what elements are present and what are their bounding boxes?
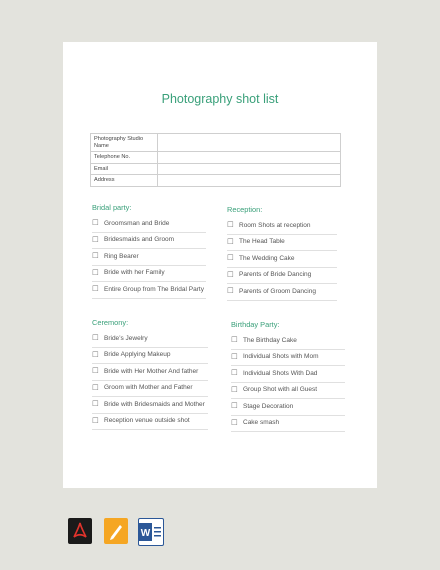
info-value-cell[interactable] bbox=[158, 134, 341, 152]
checkbox[interactable]: ☐ bbox=[92, 333, 99, 342]
checklist-item[interactable] bbox=[92, 216, 206, 233]
item-label: Group Shot with all Guest bbox=[243, 386, 318, 393]
checkbox[interactable]: ☐ bbox=[92, 349, 99, 359]
checkbox[interactable]: ☐ bbox=[92, 399, 99, 408]
item-label: The Wedding Cake bbox=[239, 254, 295, 262]
item-label: Bride with Her Mother And father bbox=[104, 367, 199, 375]
item-label: Bride’s Jewelry bbox=[104, 334, 148, 342]
checkbox[interactable]: ☐ bbox=[227, 286, 234, 295]
checkbox[interactable]: ☐ bbox=[92, 234, 99, 244]
checklist-item[interactable] bbox=[227, 251, 337, 268]
item-label: Bridesmaids and Groom bbox=[104, 236, 175, 243]
checkbox[interactable]: ☐ bbox=[231, 417, 238, 427]
checkbox[interactable]: ☐ bbox=[231, 351, 238, 361]
checkbox[interactable]: ☐ bbox=[92, 284, 99, 293]
checklist-item[interactable] bbox=[227, 268, 337, 285]
item-label: Parents of Groom Dancing bbox=[239, 287, 316, 295]
info-row bbox=[91, 163, 341, 175]
section-title: Ceremony: bbox=[92, 318, 129, 327]
checkbox[interactable]: ☐ bbox=[231, 401, 238, 410]
item-label: Stage Decoration bbox=[243, 402, 294, 410]
section-title: Reception: bbox=[227, 205, 263, 214]
section-ceremony bbox=[92, 318, 208, 430]
checklist-item[interactable] bbox=[92, 249, 206, 266]
checklist-item[interactable] bbox=[92, 364, 208, 381]
item-label: Bride with her Family bbox=[104, 269, 165, 276]
checklist-item[interactable] bbox=[92, 266, 206, 283]
checkbox[interactable]: ☐ bbox=[92, 267, 99, 277]
checklist-item[interactable] bbox=[92, 282, 206, 299]
item-label: Cake smash bbox=[243, 419, 280, 426]
checklist-item[interactable] bbox=[227, 284, 337, 301]
checklist-item[interactable] bbox=[231, 383, 345, 400]
item-label: Ring Bearer bbox=[104, 252, 139, 260]
item-label: The Birthday Cake bbox=[243, 336, 297, 344]
checklist-item[interactable] bbox=[227, 218, 337, 235]
info-value-cell[interactable] bbox=[158, 175, 341, 187]
checklist-item[interactable] bbox=[92, 397, 208, 414]
checkbox[interactable]: ☐ bbox=[231, 368, 238, 377]
checklist-item[interactable] bbox=[92, 348, 208, 365]
checklist-item[interactable] bbox=[231, 350, 345, 367]
info-label: Telephone No. bbox=[91, 152, 158, 164]
info-label: Email bbox=[91, 163, 158, 175]
checklist-item[interactable] bbox=[227, 235, 337, 252]
document-page bbox=[63, 42, 377, 488]
info-value-cell[interactable] bbox=[158, 152, 341, 164]
checklist-item[interactable] bbox=[92, 381, 208, 398]
checkbox[interactable]: ☐ bbox=[227, 253, 234, 262]
checkbox[interactable]: ☐ bbox=[227, 220, 234, 229]
section-bridal-party bbox=[92, 203, 206, 299]
item-label: Groom with Mother and Father bbox=[104, 384, 193, 391]
word-icon[interactable] bbox=[138, 518, 164, 546]
checklist-item[interactable] bbox=[92, 414, 208, 431]
checklist-item[interactable] bbox=[92, 331, 208, 348]
item-label: Bride with Bridesmaids and Mother bbox=[104, 400, 205, 408]
checkbox[interactable]: ☐ bbox=[231, 335, 238, 344]
checklist-item[interactable] bbox=[231, 366, 345, 383]
document-title: Photography shot list bbox=[161, 92, 279, 106]
section-title: Bridal party: bbox=[92, 203, 132, 212]
checkbox[interactable]: ☐ bbox=[227, 236, 234, 246]
info-row bbox=[91, 134, 341, 152]
item-label: Room Shots at reception bbox=[239, 221, 311, 229]
info-label: Photography Studio Name bbox=[91, 134, 158, 152]
checkbox[interactable]: ☐ bbox=[92, 415, 99, 425]
pages-icon[interactable] bbox=[104, 518, 128, 544]
checklist-item[interactable] bbox=[231, 399, 345, 416]
checkbox[interactable]: ☐ bbox=[227, 269, 234, 279]
checkbox[interactable]: ☐ bbox=[92, 218, 99, 227]
svg-text:W: W bbox=[140, 528, 151, 539]
item-label: Individual Shots with Mom bbox=[243, 353, 319, 360]
item-label: Bride Applying Makeup bbox=[104, 351, 171, 358]
section-birthday-party bbox=[231, 320, 345, 432]
studio-info-table bbox=[90, 133, 341, 187]
checkbox[interactable]: ☐ bbox=[92, 366, 99, 375]
checklist-item[interactable] bbox=[231, 416, 345, 433]
checklist-item[interactable] bbox=[92, 233, 206, 250]
item-label: The Head Table bbox=[239, 238, 285, 245]
checkbox[interactable]: ☐ bbox=[231, 384, 238, 394]
info-row bbox=[91, 152, 341, 164]
info-value-cell[interactable] bbox=[158, 163, 341, 175]
section-title: Birthday Party: bbox=[231, 320, 280, 329]
info-label: Address bbox=[91, 175, 158, 187]
item-label: Parents of Bride Dancing bbox=[239, 271, 312, 278]
pdf-icon[interactable] bbox=[68, 518, 92, 544]
checkbox[interactable]: ☐ bbox=[92, 251, 99, 260]
item-label: Reception venue outside shot bbox=[104, 417, 190, 424]
item-label: Groomsman and Bride bbox=[104, 219, 170, 227]
item-label: Individual Shots With Dad bbox=[243, 369, 318, 377]
checklist-item[interactable] bbox=[231, 333, 345, 350]
checkbox[interactable]: ☐ bbox=[92, 382, 99, 392]
item-label: Entire Group from The Bridal Party bbox=[104, 285, 204, 293]
section-reception bbox=[227, 205, 337, 301]
info-row bbox=[91, 175, 341, 187]
